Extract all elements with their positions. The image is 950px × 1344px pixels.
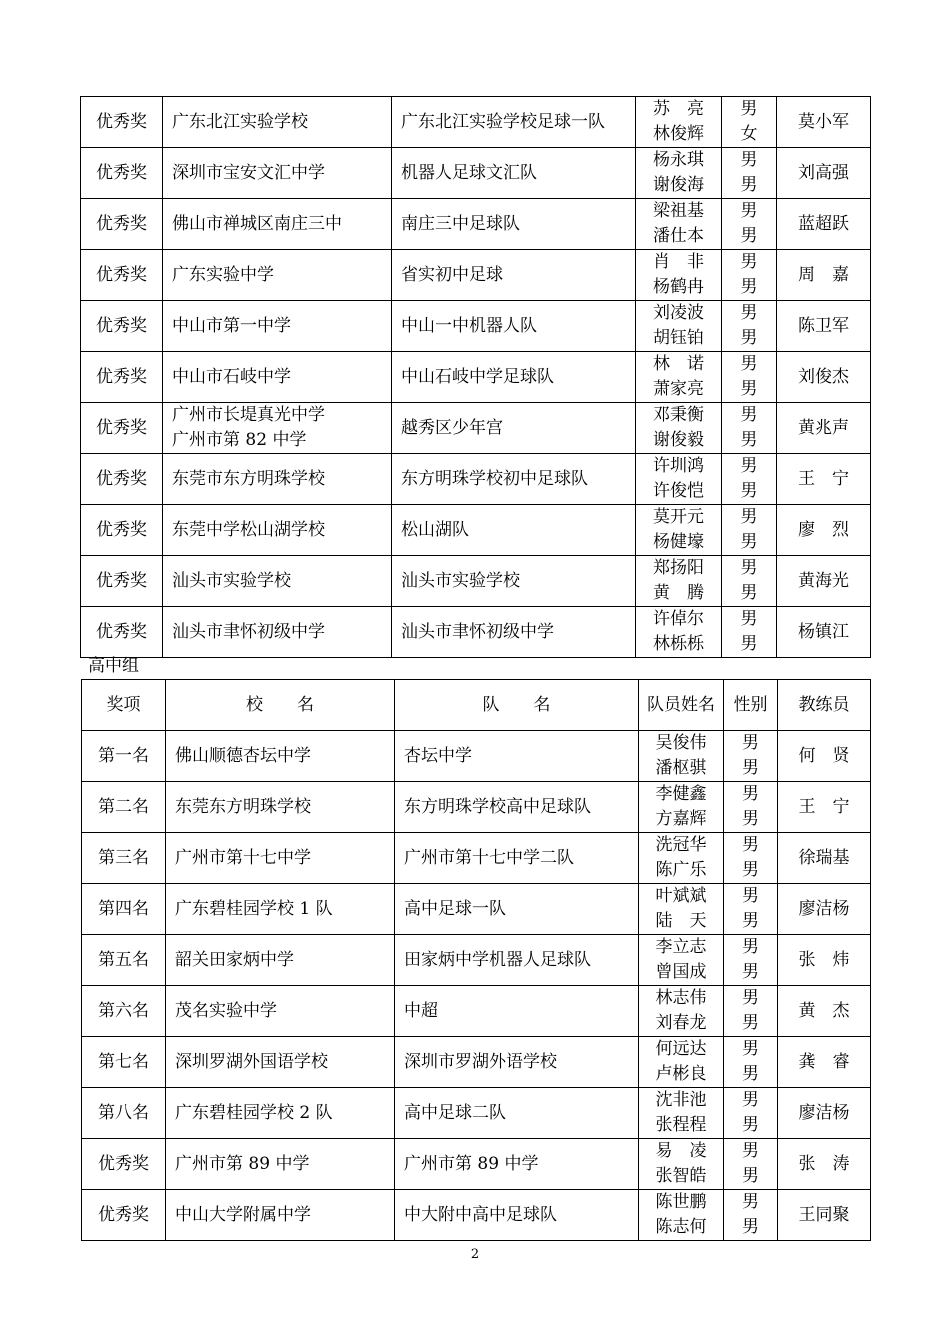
team-cell: 汕头市实验学校 [392, 556, 636, 607]
player-gender: 男 [742, 784, 759, 804]
coach-cell: 王同聚 [778, 1190, 871, 1241]
team-cell: 深圳市罗湖外语学校 [395, 1037, 639, 1088]
team-cell: 越秀区少年宫 [392, 403, 636, 454]
player-name: 潘枢骐 [655, 758, 707, 778]
player-name: 许圳鸿 [653, 456, 704, 476]
school-cell [166, 833, 395, 884]
team-cell: 高中足球一队 [395, 884, 639, 935]
page-number: 2 [470, 1247, 480, 1262]
school-name: 广东碧桂园学校 1 队 [175, 898, 333, 919]
team-cell: 省实初中足球 [392, 250, 636, 301]
player-name: 李立志 [655, 937, 707, 957]
gender-cell [724, 986, 778, 1037]
player-name: 何远达 [655, 1039, 707, 1059]
player-name: 林栎栎 [653, 634, 704, 654]
coach-cell: 黄海光 [777, 556, 871, 607]
school-cell [163, 403, 392, 454]
school-cell [163, 556, 392, 607]
player-name: 黄 腾 [653, 583, 704, 603]
school-name: 深圳罗湖外国语学校 [175, 1051, 328, 1072]
school-cell [163, 250, 392, 301]
players-cell [636, 403, 722, 454]
coach-cell: 刘高强 [777, 148, 871, 199]
table-row [81, 250, 871, 301]
school-cell [166, 1037, 395, 1088]
table-row [81, 352, 871, 403]
coach-cell: 廖洁杨 [778, 1088, 871, 1139]
table-row [81, 556, 871, 607]
school-name: 广州市第 89 中学 [175, 1153, 310, 1174]
player-name: 杨鹤冉 [653, 277, 704, 297]
award-cell: 第七名 [82, 1037, 166, 1088]
award-cell: 第六名 [82, 986, 166, 1037]
player-name: 易 凌 [655, 1141, 707, 1161]
player-gender: 男 [742, 1217, 759, 1237]
team-cell: 广东北江实验学校足球一队 [392, 97, 636, 148]
table-row [82, 731, 871, 782]
header-school: 校 名 [166, 680, 395, 731]
table-row [82, 986, 871, 1037]
player-gender: 男 [740, 379, 758, 399]
school-cell [166, 782, 395, 833]
player-name: 苏 亮 [653, 99, 704, 119]
coach-cell: 何 贤 [778, 731, 871, 782]
gender-cell [724, 1139, 778, 1190]
school-name: 广东北江实验学校 [172, 111, 308, 132]
gender-cell [722, 352, 777, 403]
coach-cell: 王 宁 [777, 454, 871, 505]
award-cell: 优秀奖 [81, 556, 163, 607]
player-gender: 男 [742, 1090, 759, 1110]
school-cell [166, 1190, 395, 1241]
school-cell [163, 97, 392, 148]
award-cell: 第五名 [82, 935, 166, 986]
coach-cell: 黄兆声 [777, 403, 871, 454]
player-name: 梁祖基 [653, 201, 704, 221]
school-name: 中山市石岐中学 [172, 366, 291, 387]
player-gender: 男 [740, 201, 758, 221]
team-cell: 东方明珠学校初中足球队 [392, 454, 636, 505]
player-gender: 男 [742, 1141, 759, 1161]
school-cell [163, 607, 392, 658]
gender-cell [724, 1088, 778, 1139]
players-cell [636, 301, 722, 352]
school-cell [163, 199, 392, 250]
players-cell [636, 607, 722, 658]
team-cell: 高中足球二队 [395, 1088, 639, 1139]
award-cell: 优秀奖 [81, 352, 163, 403]
player-gender: 男 [742, 988, 759, 1008]
table-row [82, 1190, 871, 1241]
player-name: 潘仕本 [653, 226, 704, 246]
player-gender: 男 [742, 1064, 759, 1084]
player-gender: 男 [742, 1013, 759, 1033]
player-gender: 男 [740, 507, 758, 527]
player-name: 吴俊伟 [655, 733, 707, 753]
players-cell [636, 148, 722, 199]
gender-cell [722, 505, 777, 556]
team-cell: 东方明珠学校高中足球队 [395, 782, 639, 833]
player-gender: 女 [740, 124, 758, 144]
player-name: 叶斌斌 [655, 886, 707, 906]
player-gender: 男 [742, 1039, 759, 1059]
player-name: 林 诺 [653, 354, 704, 374]
players-cell [639, 935, 724, 986]
coach-cell: 王 宁 [778, 782, 871, 833]
school-cell [163, 301, 392, 352]
player-name: 林志伟 [655, 988, 707, 1008]
player-name: 卢彬良 [655, 1064, 707, 1084]
table-row [81, 403, 871, 454]
gender-cell [722, 301, 777, 352]
coach-cell: 龚 睿 [778, 1037, 871, 1088]
gender-cell [722, 607, 777, 658]
coach-cell: 周 嘉 [777, 250, 871, 301]
players-cell [636, 199, 722, 250]
school-name: 中山市第一中学 [172, 315, 291, 336]
player-name: 林俊辉 [653, 124, 704, 144]
school-name: 汕头市实验学校 [172, 570, 291, 591]
players-cell [639, 731, 724, 782]
coach-cell: 廖洁杨 [778, 884, 871, 935]
player-name: 莫开元 [653, 507, 704, 527]
gender-cell [722, 97, 777, 148]
table-row [81, 301, 871, 352]
award-cell: 优秀奖 [81, 199, 163, 250]
players-cell [639, 1190, 724, 1241]
player-name: 谢俊海 [653, 175, 704, 195]
player-name: 萧家亮 [653, 379, 704, 399]
gender-cell [722, 148, 777, 199]
coach-cell: 张 涛 [778, 1139, 871, 1190]
award-cell: 优秀奖 [81, 301, 163, 352]
team-cell: 南庄三中足球队 [392, 199, 636, 250]
table-row [81, 148, 871, 199]
header-gender: 性别 [724, 680, 778, 731]
players-cell [639, 1037, 724, 1088]
school-name: 东莞东方明珠学校 [175, 796, 311, 817]
school-name: 中山大学附属中学 [175, 1204, 311, 1225]
player-gender: 男 [742, 1115, 759, 1135]
player-gender: 男 [740, 634, 758, 654]
school-cell [163, 148, 392, 199]
player-name: 张程程 [655, 1115, 707, 1135]
table-row [82, 833, 871, 884]
team-cell: 汕头市聿怀初级中学 [392, 607, 636, 658]
table-row [81, 505, 871, 556]
table-row [82, 782, 871, 833]
player-gender: 男 [742, 860, 759, 880]
players-cell [639, 884, 724, 935]
player-gender: 男 [740, 430, 758, 450]
player-name: 陈志何 [655, 1217, 707, 1237]
header-players: 队员姓名 [639, 680, 724, 731]
table-row [82, 1037, 871, 1088]
players-cell [639, 1139, 724, 1190]
award-cell: 优秀奖 [81, 148, 163, 199]
players-cell [636, 454, 722, 505]
player-gender: 男 [740, 558, 758, 578]
gender-cell [724, 1190, 778, 1241]
school-cell [163, 454, 392, 505]
player-gender: 男 [742, 835, 759, 855]
section-label: 高中组 [88, 656, 139, 676]
player-gender: 男 [740, 456, 758, 476]
gender-cell [724, 1037, 778, 1088]
player-gender: 男 [742, 758, 759, 778]
player-gender: 男 [742, 937, 759, 957]
school-cell [166, 1139, 395, 1190]
school-name: 汕头市聿怀初级中学 [172, 621, 325, 642]
table-row [81, 199, 871, 250]
players-cell [636, 97, 722, 148]
player-gender: 男 [740, 252, 758, 272]
player-gender: 男 [742, 1166, 759, 1186]
school-name: 佛山顺德杏坛中学 [175, 745, 311, 766]
player-gender: 男 [742, 962, 759, 982]
player-gender: 男 [742, 886, 759, 906]
player-name: 陆 天 [655, 911, 707, 931]
school-name: 广东碧桂园学校 2 队 [175, 1102, 333, 1123]
gender-cell [724, 833, 778, 884]
player-name: 谢俊毅 [653, 430, 704, 450]
gender-cell [722, 403, 777, 454]
award-cell: 第八名 [82, 1088, 166, 1139]
player-gender: 男 [740, 609, 758, 629]
team-cell: 松山湖队 [392, 505, 636, 556]
award-cell: 第三名 [82, 833, 166, 884]
player-gender: 男 [740, 583, 758, 603]
school-name: 东莞中学松山湖学校 [172, 519, 325, 540]
player-name: 胡钰铂 [653, 328, 704, 348]
player-name: 许俊恺 [653, 481, 704, 501]
team-cell: 中大附中高中足球队 [395, 1190, 639, 1241]
school-name: 广州市长堤真光中学 [172, 405, 325, 425]
player-name: 洗冠华 [655, 835, 707, 855]
gender-cell [722, 556, 777, 607]
player-gender: 男 [742, 733, 759, 753]
player-name: 沈非池 [655, 1090, 707, 1110]
table-row [81, 454, 871, 505]
table-body [82, 680, 871, 1241]
coach-cell: 廖 烈 [777, 505, 871, 556]
coach-cell: 杨镇江 [777, 607, 871, 658]
award-cell: 优秀奖 [81, 454, 163, 505]
player-name: 杨健壕 [653, 532, 704, 552]
award-cell: 优秀奖 [81, 250, 163, 301]
table-row [82, 1139, 871, 1190]
school-name: 东莞市东方明珠学校 [172, 468, 325, 489]
player-name: 许倬尔 [653, 609, 704, 629]
team-cell: 广州市第 89 中学 [395, 1139, 639, 1190]
gender-cell [722, 454, 777, 505]
award-cell: 第四名 [82, 884, 166, 935]
player-name: 方嘉辉 [655, 809, 707, 829]
player-gender: 男 [742, 1192, 759, 1212]
award-cell: 优秀奖 [81, 607, 163, 658]
players-cell [636, 505, 722, 556]
players-cell [639, 986, 724, 1037]
player-name: 李健鑫 [655, 784, 707, 804]
school-name: 广州市第十七中学 [175, 847, 311, 868]
player-gender: 男 [740, 277, 758, 297]
player-name: 郑扬阳 [653, 558, 704, 578]
player-name: 陈世鹏 [655, 1192, 707, 1212]
players-cell [639, 833, 724, 884]
school-cell [166, 731, 395, 782]
player-gender: 男 [740, 150, 758, 170]
team-cell: 杏坛中学 [395, 731, 639, 782]
coach-cell: 徐瑞基 [778, 833, 871, 884]
coach-cell: 莫小军 [777, 97, 871, 148]
school-cell [163, 352, 392, 403]
player-gender: 男 [740, 175, 758, 195]
player-gender: 男 [740, 303, 758, 323]
coach-cell: 张 炜 [778, 935, 871, 986]
table-row [82, 884, 871, 935]
team-cell: 中超 [395, 986, 639, 1037]
player-gender: 男 [742, 809, 759, 829]
high-school-awards-table [81, 679, 871, 1241]
school-name: 广州市第 82 中学 [172, 430, 307, 450]
player-gender: 男 [740, 532, 758, 552]
coach-cell: 陈卫军 [777, 301, 871, 352]
school-name: 广东实验中学 [172, 264, 274, 285]
coach-cell: 黄 杰 [778, 986, 871, 1037]
award-cell: 优秀奖 [81, 505, 163, 556]
gender-cell [724, 782, 778, 833]
table-body [81, 97, 871, 658]
gender-cell [722, 250, 777, 301]
table-header-row [82, 680, 871, 731]
school-name: 韶关田家炳中学 [175, 949, 294, 970]
award-cell: 优秀奖 [81, 97, 163, 148]
player-name: 张智皓 [655, 1166, 707, 1186]
school-name: 佛山市禅城区南庄三中 [172, 213, 342, 234]
table-row [82, 935, 871, 986]
player-gender: 男 [740, 328, 758, 348]
school-cell [166, 1088, 395, 1139]
player-gender: 男 [740, 99, 758, 119]
coach-cell: 刘俊杰 [777, 352, 871, 403]
table-row [81, 97, 871, 148]
header-team: 队 名 [395, 680, 639, 731]
award-cell: 第一名 [82, 731, 166, 782]
player-name: 邓秉衡 [653, 405, 704, 425]
players-cell [636, 250, 722, 301]
player-gender: 男 [742, 911, 759, 931]
award-cell: 优秀奖 [82, 1139, 166, 1190]
award-cell: 优秀奖 [81, 403, 163, 454]
players-cell [639, 782, 724, 833]
team-cell: 中山一中机器人队 [392, 301, 636, 352]
player-gender: 男 [740, 354, 758, 374]
player-gender: 男 [740, 481, 758, 501]
gender-cell [724, 884, 778, 935]
team-cell: 机器人足球文汇队 [392, 148, 636, 199]
school-cell [166, 935, 395, 986]
player-name: 杨永琪 [653, 150, 704, 170]
table-row [81, 607, 871, 658]
team-cell: 广州市第十七中学二队 [395, 833, 639, 884]
table-row [82, 1088, 871, 1139]
player-name: 曾国成 [655, 962, 707, 982]
player-name: 刘春龙 [655, 1013, 707, 1033]
school-name: 茂名实验中学 [175, 1000, 277, 1021]
header-coach: 教练员 [778, 680, 871, 731]
players-cell [639, 1088, 724, 1139]
school-name: 深圳市宝安文汇中学 [172, 162, 325, 183]
team-cell: 中山石岐中学足球队 [392, 352, 636, 403]
school-cell [166, 986, 395, 1037]
coach-cell: 蓝超跃 [777, 199, 871, 250]
school-cell [163, 505, 392, 556]
gender-cell [724, 731, 778, 782]
middle-school-awards-table [80, 96, 871, 658]
player-gender: 男 [740, 405, 758, 425]
header-award: 奖项 [82, 680, 166, 731]
player-name: 肖 非 [653, 252, 704, 272]
award-cell: 优秀奖 [82, 1190, 166, 1241]
players-cell [636, 556, 722, 607]
school-cell [166, 884, 395, 935]
gender-cell [722, 199, 777, 250]
gender-cell [724, 935, 778, 986]
award-cell: 第二名 [82, 782, 166, 833]
players-cell [636, 352, 722, 403]
player-name: 陈广乐 [655, 860, 707, 880]
player-gender: 男 [740, 226, 758, 246]
player-name: 刘凌波 [653, 303, 704, 323]
team-cell: 田家炳中学机器人足球队 [395, 935, 639, 986]
